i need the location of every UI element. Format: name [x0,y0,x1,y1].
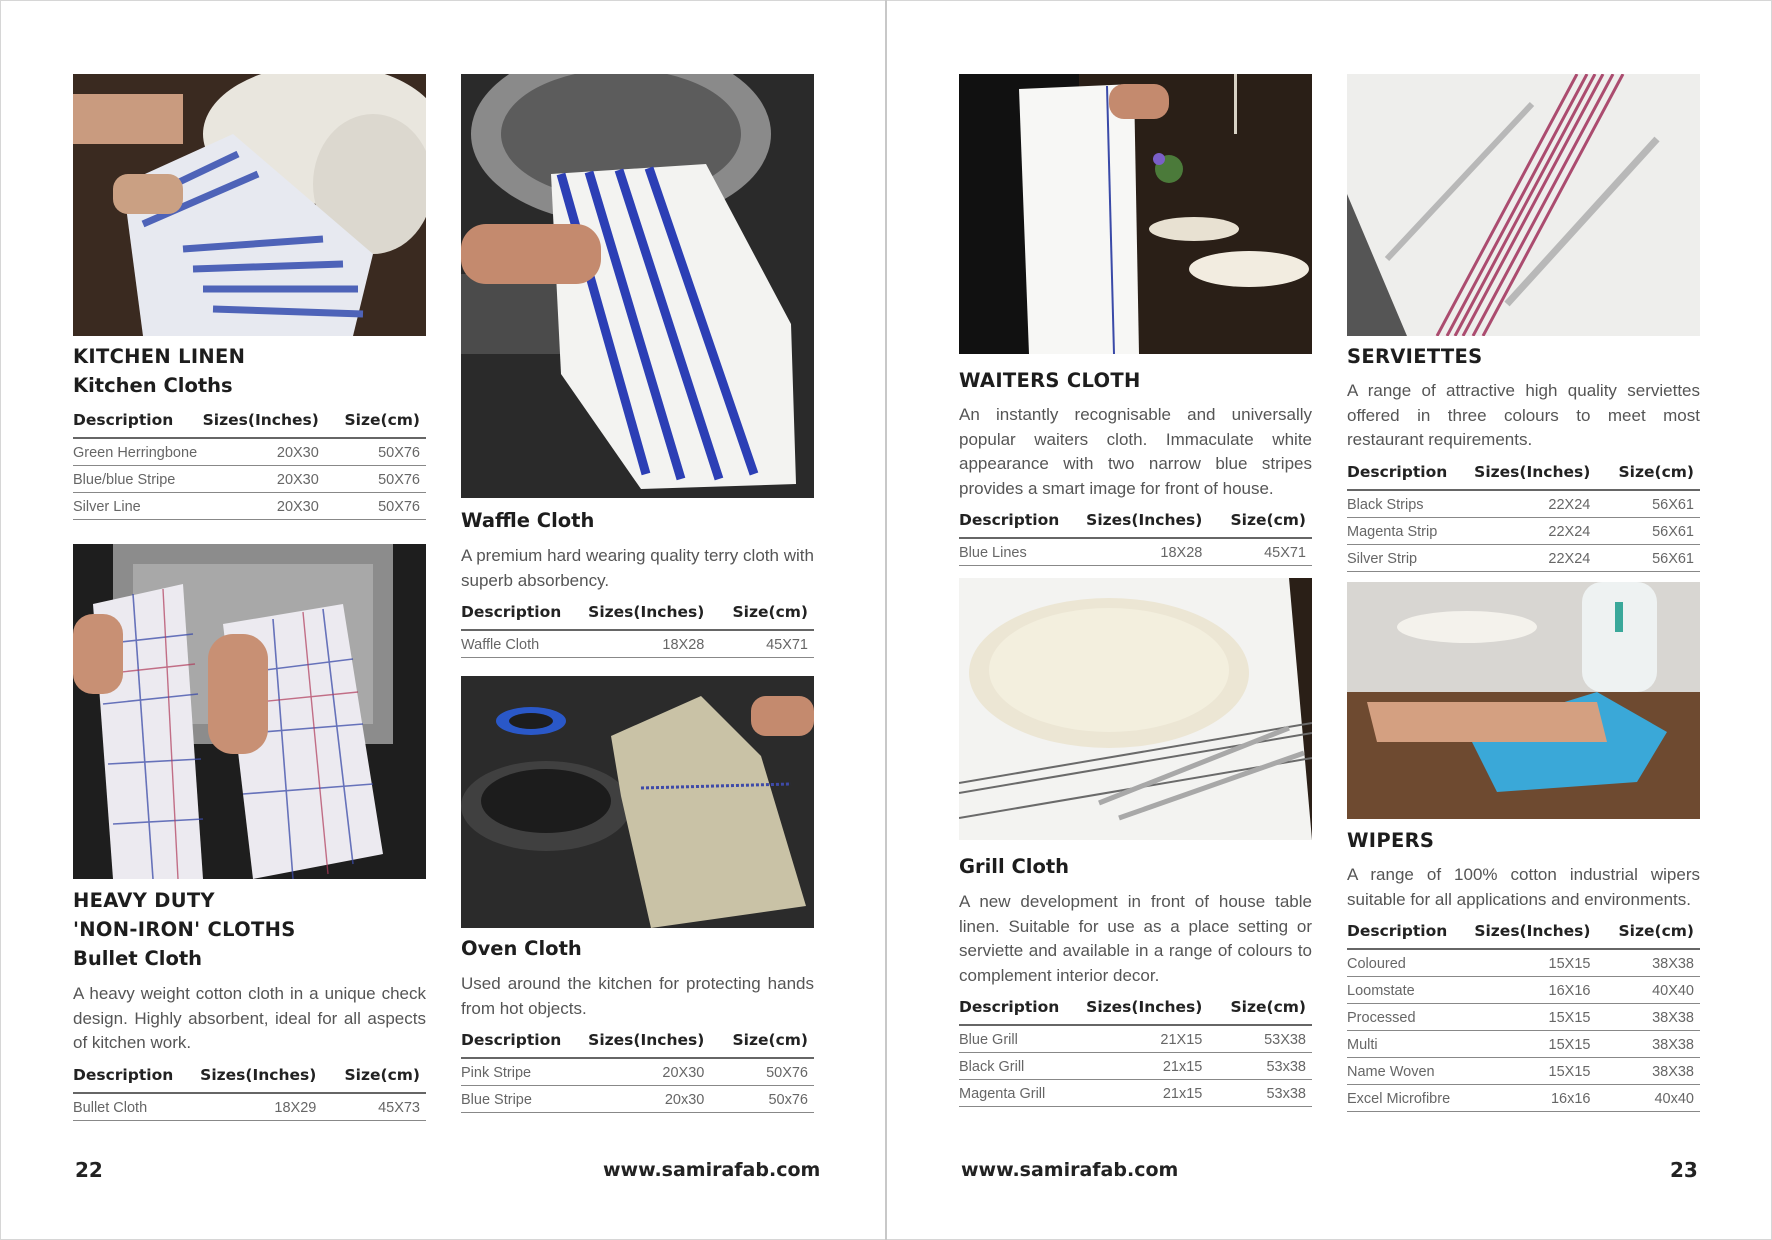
serviettes-description: A range of attractive high quality serviettes offered in three colours to meet most restaurant requirements. [1347,381,1700,449]
serviettes-title: SERVIETTES [1347,345,1483,368]
table-cell: 45X71 [724,630,814,658]
table-row [959,1080,1312,1107]
table-cell: Blue/blue Stripe [73,466,203,493]
column-header: Description [73,405,203,438]
table-row [959,1025,1312,1053]
column-header: Size(cm) [1222,992,1312,1025]
heavy-duty-section [73,886,426,1121]
page-number-left: 22 [75,1158,103,1182]
column-header: Description [461,1025,588,1058]
table-cell: 20X30 [588,1058,724,1086]
serviettes-table [1347,457,1700,572]
table-cell: Silver Line [73,493,203,520]
oven-cloth-title: Oven Cloth [461,937,582,960]
column-header: Description [959,505,1086,538]
table-header-row [461,1025,814,1058]
column-header: Description [1347,916,1474,949]
column-header: Size(cm) [1610,916,1700,949]
table-cell: 38X38 [1610,1058,1700,1085]
table-cell: Coloured [1347,949,1474,977]
table-cell: Excel Microfibre [1347,1085,1474,1112]
kitchen-linen-title: KITCHEN LINEN [73,345,246,368]
table-row [1347,490,1700,518]
table-cell: 50X76 [339,466,426,493]
table-cell: Magenta Grill [959,1080,1086,1107]
table-cell: 20X30 [203,466,339,493]
column-header: Sizes(Inches) [588,1025,724,1058]
table-cell: Magenta Strip [1347,517,1474,544]
table-cell: 50X76 [724,1058,814,1086]
table-row [1347,1004,1700,1031]
table-cell: 15X15 [1474,1031,1610,1058]
table-cell: 22X24 [1474,544,1610,571]
waffle-cloth-description: A premium hard wearing quality terry cloth with superb absorbency. [461,546,814,590]
table-cell: 18X28 [588,630,724,658]
bullet-cloth-description: A heavy weight cotton cloth in a unique check design. Highly absorbent, ideal for all aspects of kitchen work. [73,984,426,1052]
column-header: Size(cm) [1222,505,1312,538]
oven-cloth-description: Used around the kitchen for protecting hands from hot objects. [461,974,814,1018]
kitchen-cloths-table [73,405,426,520]
table-cell: 15X15 [1474,949,1610,977]
table-cell: 18X28 [1086,538,1222,566]
table-cell: 16X16 [1474,977,1610,1004]
table-cell: 38X38 [1610,1031,1700,1058]
grill-cloth-description: A new development in front of house table linen. Suitable for use as a place setting or serviette and available in a range of colours to complement interior decor. [959,892,1312,985]
table-cell: 56X61 [1610,544,1700,571]
table-row [959,538,1312,566]
column-header: Description [73,1060,200,1093]
column-header: Size(cm) [724,1025,814,1058]
table-cell: Blue Lines [959,538,1086,566]
table-header-row [461,597,814,630]
waiters-cloth-description: An instantly recognisable and universally popular waiters cloth. Immaculate white appearance with two narrow blue stripes provides a smart image for front of house. [959,405,1312,498]
table-cell: 20X30 [203,438,339,466]
column-header: Sizes(Inches) [1086,992,1222,1025]
table-cell: 56X61 [1610,517,1700,544]
photo-grill-cloth [959,578,1312,840]
wipers-section [1347,826,1700,1112]
column-header: Size(cm) [1610,457,1700,490]
table-cell: Green Herringbone [73,438,203,466]
table-cell: 53X38 [1222,1025,1312,1053]
photo-kitchen-cloths [73,74,426,336]
column-header: Description [461,597,588,630]
table-row [1347,517,1700,544]
table-cell: Multi [1347,1031,1474,1058]
waiters-cloth-title: WAITERS CLOTH [959,369,1141,392]
website-link-left[interactable]: www.samirafab.com [603,1159,821,1181]
serviettes-section [1347,342,1700,572]
bullet-cloth-table [73,1060,426,1121]
table-cell: Processed [1347,1004,1474,1031]
table-cell: 40X40 [1610,977,1700,1004]
table-row [1347,977,1700,1004]
table-row [1347,1031,1700,1058]
website-link-right[interactable]: www.samirafab.com [961,1159,1179,1181]
table-row [73,466,426,493]
table-row [73,438,426,466]
column-header: Sizes(Inches) [588,597,724,630]
column-header: Sizes(Inches) [1474,457,1610,490]
table-row [959,1053,1312,1080]
grill-cloth-table [959,992,1312,1107]
table-cell: Name Woven [1347,1058,1474,1085]
column-header: Sizes(Inches) [203,405,339,438]
table-header-row [1347,916,1700,949]
table-cell: Bullet Cloth [73,1093,200,1121]
kitchen-cloths-subtitle: Kitchen Cloths [73,374,233,397]
table-cell: 15X15 [1474,1058,1610,1085]
waffle-cloth-table [461,597,814,658]
waffle-cloth-section [461,506,814,658]
table-row [1347,949,1700,977]
table-cell: 56X61 [1610,490,1700,518]
table-cell: 38X38 [1610,949,1700,977]
table-row [73,1093,426,1121]
table-cell: 40x40 [1610,1085,1700,1112]
table-cell: 15X15 [1474,1004,1610,1031]
wipers-description: A range of 100% cotton industrial wipers suitable for all applications and environments. [1347,865,1700,909]
table-row [1347,544,1700,571]
table-row [461,1086,814,1113]
table-cell: Pink Stripe [461,1058,588,1086]
table-cell: 21X15 [1086,1025,1222,1053]
photo-waffle-cloth [461,74,814,498]
table-row [1347,1085,1700,1112]
photo-wipers [1347,582,1700,819]
table-header-row [959,992,1312,1025]
photo-serviettes [1347,74,1700,336]
column-header: Size(cm) [724,597,814,630]
page-spine [885,0,887,1240]
table-row [461,630,814,658]
table-header-row [73,1060,426,1093]
oven-cloth-table [461,1025,814,1113]
table-row [73,493,426,520]
table-row [461,1058,814,1086]
oven-cloth-section [461,934,814,1113]
table-cell: Loomstate [1347,977,1474,1004]
column-header: Size(cm) [339,405,426,438]
table-row [1347,1058,1700,1085]
table-cell: 53x38 [1222,1080,1312,1107]
heavy-duty-title-line2: 'NON-IRON' CLOTHS [73,918,296,941]
column-header: Sizes(Inches) [1086,505,1222,538]
table-cell: 53x38 [1222,1053,1312,1080]
table-cell: Waffle Cloth [461,630,588,658]
heavy-duty-title-line1: HEAVY DUTY [73,889,215,912]
table-cell: 20x30 [588,1086,724,1113]
column-header: Description [959,992,1086,1025]
grill-cloth-title: Grill Cloth [959,855,1070,878]
table-cell: 45X73 [336,1093,426,1121]
table-cell: 16x16 [1474,1085,1610,1112]
table-cell: 50X76 [339,493,426,520]
table-cell: 22X24 [1474,517,1610,544]
waffle-cloth-title: Waffle Cloth [461,509,595,532]
table-cell: 22X24 [1474,490,1610,518]
column-header: Size(cm) [336,1060,426,1093]
table-cell: 50X76 [339,438,426,466]
table-cell: Black Strips [1347,490,1474,518]
photo-oven-cloth [461,676,814,928]
table-header-row [73,405,426,438]
grill-cloth-section [959,852,1312,1107]
table-cell: Blue Stripe [461,1086,588,1113]
table-cell: 21x15 [1086,1080,1222,1107]
column-header: Description [1347,457,1474,490]
bullet-cloth-subtitle: Bullet Cloth [73,947,203,970]
page-number-right: 23 [1670,1158,1698,1182]
table-cell: 50x76 [724,1086,814,1113]
photo-waiters-cloth [959,74,1312,354]
wipers-table [1347,916,1700,1112]
waiters-cloth-table [959,505,1312,566]
table-cell: Silver Strip [1347,544,1474,571]
kitchen-linen-section [73,342,426,520]
wipers-title: WIPERS [1347,829,1435,852]
table-cell: Blue Grill [959,1025,1086,1053]
column-header: Sizes(Inches) [1474,916,1610,949]
table-header-row [959,505,1312,538]
photo-bullet-cloth [73,544,426,879]
table-cell: 21x15 [1086,1053,1222,1080]
table-cell: 18X29 [200,1093,336,1121]
table-header-row [1347,457,1700,490]
table-cell: Black Grill [959,1053,1086,1080]
table-cell: 45X71 [1222,538,1312,566]
waiters-cloth-section [959,366,1312,566]
column-header: Sizes(Inches) [200,1060,336,1093]
table-cell: 38X38 [1610,1004,1700,1031]
table-cell: 20X30 [203,493,339,520]
